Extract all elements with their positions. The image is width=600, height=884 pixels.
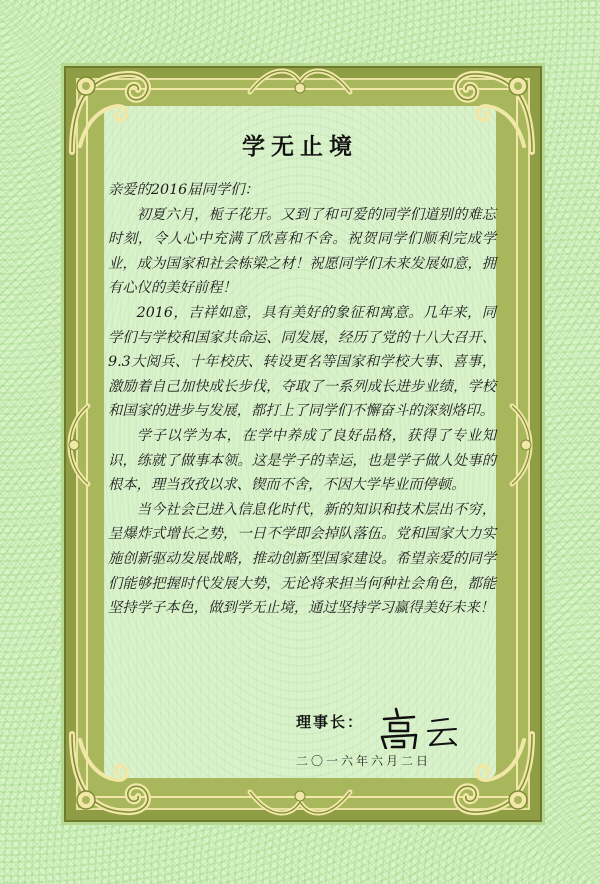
issue-date: 二〇一六年六月二日 xyxy=(296,754,432,768)
paragraph: 当今社会已进入信息化时代，新的知识和技术层出不穷，呈爆炸式增长之势，一日不学即会掉队落伍。党和国家大力实施创新驱动发展战略，推动创新型国家建设。希望亲爱的同学们能够把握时代发展大势，无论将来担当何种社会角色，都能坚持学子本色，做到学无止境，通过坚持学习赢得美好未来！ xyxy=(108,501,496,617)
paragraph: 初夏六月，栀子花开。又到了和可爱的同学们道别的难忘时刻，令人心中充满了欣喜和不舍。祝贺同学们顺利完成学业，成为国家和社会栋梁之材！祝愿同学们未来发展如意，拥有心仪的美好前程！ xyxy=(108,206,496,297)
handwritten-signature xyxy=(376,703,466,749)
signature-block xyxy=(296,703,496,749)
signer-title: 理事长： xyxy=(296,713,365,731)
corner-scroll-ornament xyxy=(66,728,158,820)
bottom-scroll-ornament xyxy=(240,782,360,822)
left-scroll-ornament xyxy=(58,400,98,490)
right-scroll-ornament xyxy=(502,400,542,490)
paragraph: 2016，吉祥如意，具有美好的象征和寓意。几年来，同学们与学校和国家共命运、同发展，经历了党的十八大召开、9.3大阅兵、十年校庆、转设更名等国家和学校大事、喜事，激励着自己加快成长步伐，夺取了一系列成长进步业绩，学校和国家的进步与发展，都打上了同学们不懈奋斗的深刻烙印。 xyxy=(108,304,496,420)
top-scroll-ornament xyxy=(240,62,360,102)
paragraph: 学子以学为本，在学中养成了良好品格，获得了专业知识，练就了做事本领。这是学子的幸运，也是学子做人处事的根本，理当孜孜以求、锲而不舍，不因大学毕业而停顿。 xyxy=(108,427,496,494)
greeting: 亲爱的2016届同学们： xyxy=(108,182,259,198)
certificate-title: 学无止境 xyxy=(242,133,358,160)
certificate-body xyxy=(108,178,496,621)
